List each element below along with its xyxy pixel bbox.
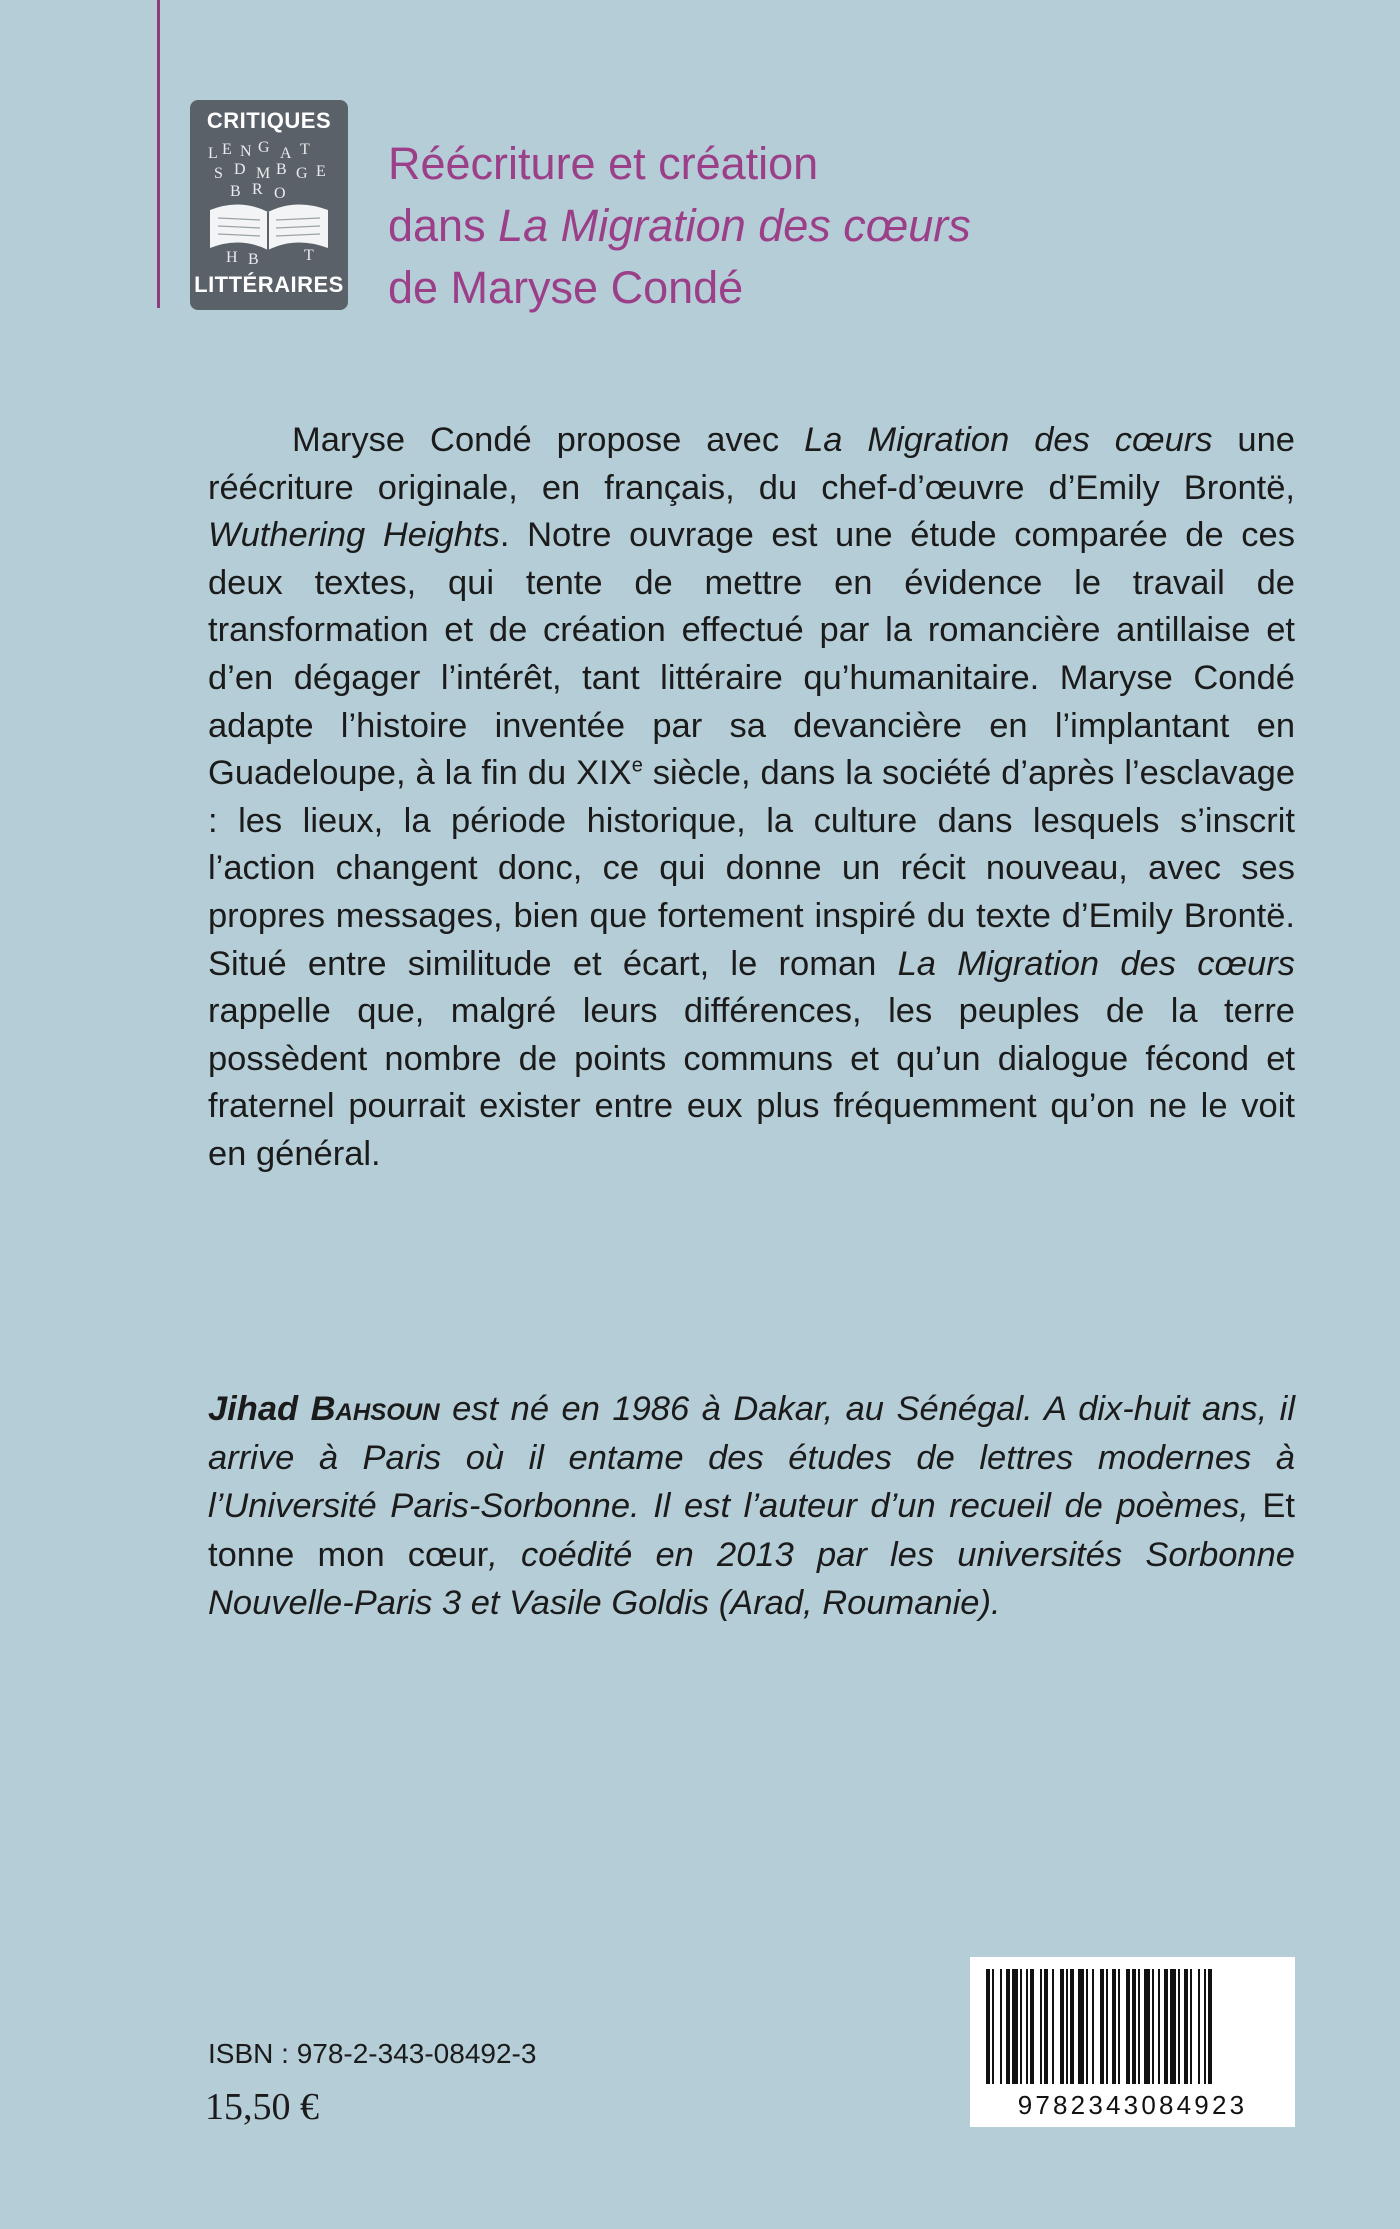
barcode-bar xyxy=(1092,1969,1094,2084)
svg-text:A: A xyxy=(280,145,292,162)
author-bio xyxy=(208,1385,1295,1628)
svg-text:G: G xyxy=(296,165,308,182)
price: 15,50 € xyxy=(205,2086,319,2128)
barcode-bar xyxy=(1208,1969,1212,2084)
author-first-name: Jihad xyxy=(208,1390,299,1428)
barcode-bar xyxy=(1070,1969,1074,2084)
summary-text: une réécriture originale, en français, du chef-d’œuvre d’Emily Brontë, xyxy=(208,421,1295,507)
barcode-bar xyxy=(1026,1969,1028,2084)
svg-text:M: M xyxy=(256,165,271,182)
barcode-bar xyxy=(986,1969,990,2084)
barcode-bar xyxy=(1052,1969,1054,2084)
svg-text:G: G xyxy=(258,140,270,156)
barcode-bar xyxy=(1184,1969,1188,2084)
barcode-bar xyxy=(1000,1969,1002,2084)
series-logo xyxy=(190,100,348,310)
barcode-bar xyxy=(1158,1969,1160,2084)
title-line-1: Réécriture et création xyxy=(388,138,819,189)
svg-text:T: T xyxy=(304,247,314,264)
bio-text: , coédité en 2013 par les universités Sorbonne Nouvelle-Paris 3 et Vasile Goldis (Arad, Roumanie). xyxy=(208,1535,1295,1622)
title-line-2-italic: La Migration des cœurs xyxy=(498,200,971,251)
open-book-icon xyxy=(200,140,338,270)
title-line-2 xyxy=(388,195,971,257)
barcode-bar xyxy=(1132,1969,1136,2084)
barcode-bar xyxy=(1118,1969,1120,2084)
svg-text:D: D xyxy=(234,161,246,178)
series-logo-top-label: CRITIQUES xyxy=(206,108,332,133)
barcode-bar xyxy=(1040,1969,1042,2084)
svg-text:O: O xyxy=(274,185,286,202)
title-line-2-prefix: dans xyxy=(388,200,499,251)
barcode-bar xyxy=(1164,1969,1168,2084)
barcode-bar xyxy=(1106,1969,1108,2084)
bio-text: est né en 1986 à Dakar, au Sénégal. A dix-huit ans, il arrive à Paris où il entame des études de lettres modernes à l’Université Paris-Sorbonne. Il est l’auteur d’un recueil de poèmes, xyxy=(208,1390,1296,1525)
barcode-bar xyxy=(1152,1969,1154,2084)
svg-text:S: S xyxy=(214,165,223,182)
summary-superscript: e xyxy=(631,754,643,777)
svg-text:H: H xyxy=(226,249,238,266)
barcode-bar xyxy=(1006,1969,1010,2084)
summary-text: rappelle que, malgré leurs différences, les peuples de la terre possèdent nombre de points communs et qu’un dialogue fécond et fraternel pourrait exister entre eux plus fréquemment qu’on ne le voit en général. xyxy=(208,992,1295,1173)
series-logo-bottom-label: LITTÉRAIRES xyxy=(194,272,344,297)
barcode-bar xyxy=(1204,1969,1206,2084)
summary-text: . Notre ouvrage est une étude comparée de ces deux textes, qui tente de mettre en évidence le travail de transformation et de création effectué par la romancière antillaise et d’en dégager l’intérêt, tant littéraire qu’humanitaire. Maryse Condé adapte l’histoire inventée par sa devancière en l’implantant en Guadeloupe, à la fin du XIX xyxy=(208,516,1295,793)
barcode-bar xyxy=(1126,1969,1130,2084)
summary-italic-title: La Migration des cœurs xyxy=(897,944,1295,983)
author-last-name: Bahsoun xyxy=(310,1390,440,1428)
barcode xyxy=(970,1957,1295,2127)
bio-book-title: Et tonne mon cœur xyxy=(208,1487,1295,1574)
summary-text: siècle, dans la société d’après l’esclavage : les lieux, la période historique, la culture dans lesquels s’inscrit l’action changent donc, ce qui donne un récit nouveau, avec ses propres messages, bien que fortement inspiré du texte d’Emily Brontë. Situé entre similitude et écart, le roman xyxy=(208,754,1296,983)
barcode-bar xyxy=(1198,1969,1200,2084)
barcode-bar xyxy=(1060,1969,1064,2084)
barcode-bars xyxy=(984,1969,1281,2084)
barcode-bar xyxy=(992,1969,994,2084)
summary-italic-title: Wuthering Heights xyxy=(208,516,500,555)
svg-text:E: E xyxy=(222,141,232,158)
svg-text:B: B xyxy=(248,251,259,268)
barcode-bar xyxy=(1178,1969,1180,2084)
barcode-bar xyxy=(1138,1969,1140,2084)
summary-text: Maryse Condé propose avec xyxy=(292,421,805,459)
svg-text:T: T xyxy=(300,141,310,158)
svg-text:B: B xyxy=(230,183,241,200)
barcode-bar xyxy=(1020,1969,1022,2084)
barcode-bar xyxy=(1030,1969,1034,2084)
accent-line xyxy=(157,0,160,308)
barcode-bar xyxy=(1144,1969,1150,2084)
svg-text:E: E xyxy=(316,163,326,180)
barcode-bar xyxy=(1190,1969,1192,2084)
barcode-digits: 9782343084923 xyxy=(1017,2090,1248,2120)
isbn: ISBN : 978-2-343-08492-3 xyxy=(208,2038,537,2069)
barcode-bar xyxy=(1100,1969,1104,2084)
barcode-bar xyxy=(1044,1969,1048,2084)
svg-text:R: R xyxy=(252,181,263,198)
barcode-bar xyxy=(1086,1969,1088,2084)
book-summary xyxy=(208,417,1295,1179)
summary-italic-title: La Migration des cœurs xyxy=(804,421,1213,459)
svg-text:B: B xyxy=(276,161,287,178)
svg-text:N: N xyxy=(240,143,252,160)
barcode-bar xyxy=(1012,1969,1018,2084)
svg-text:L: L xyxy=(208,145,218,162)
barcode-bar xyxy=(1078,1969,1084,2084)
barcode-bar xyxy=(1170,1969,1176,2084)
barcode-bar xyxy=(1112,1969,1116,2084)
book-title xyxy=(388,133,971,319)
title-line-3: de Maryse Condé xyxy=(388,262,744,313)
barcode-bar xyxy=(1066,1969,1068,2084)
